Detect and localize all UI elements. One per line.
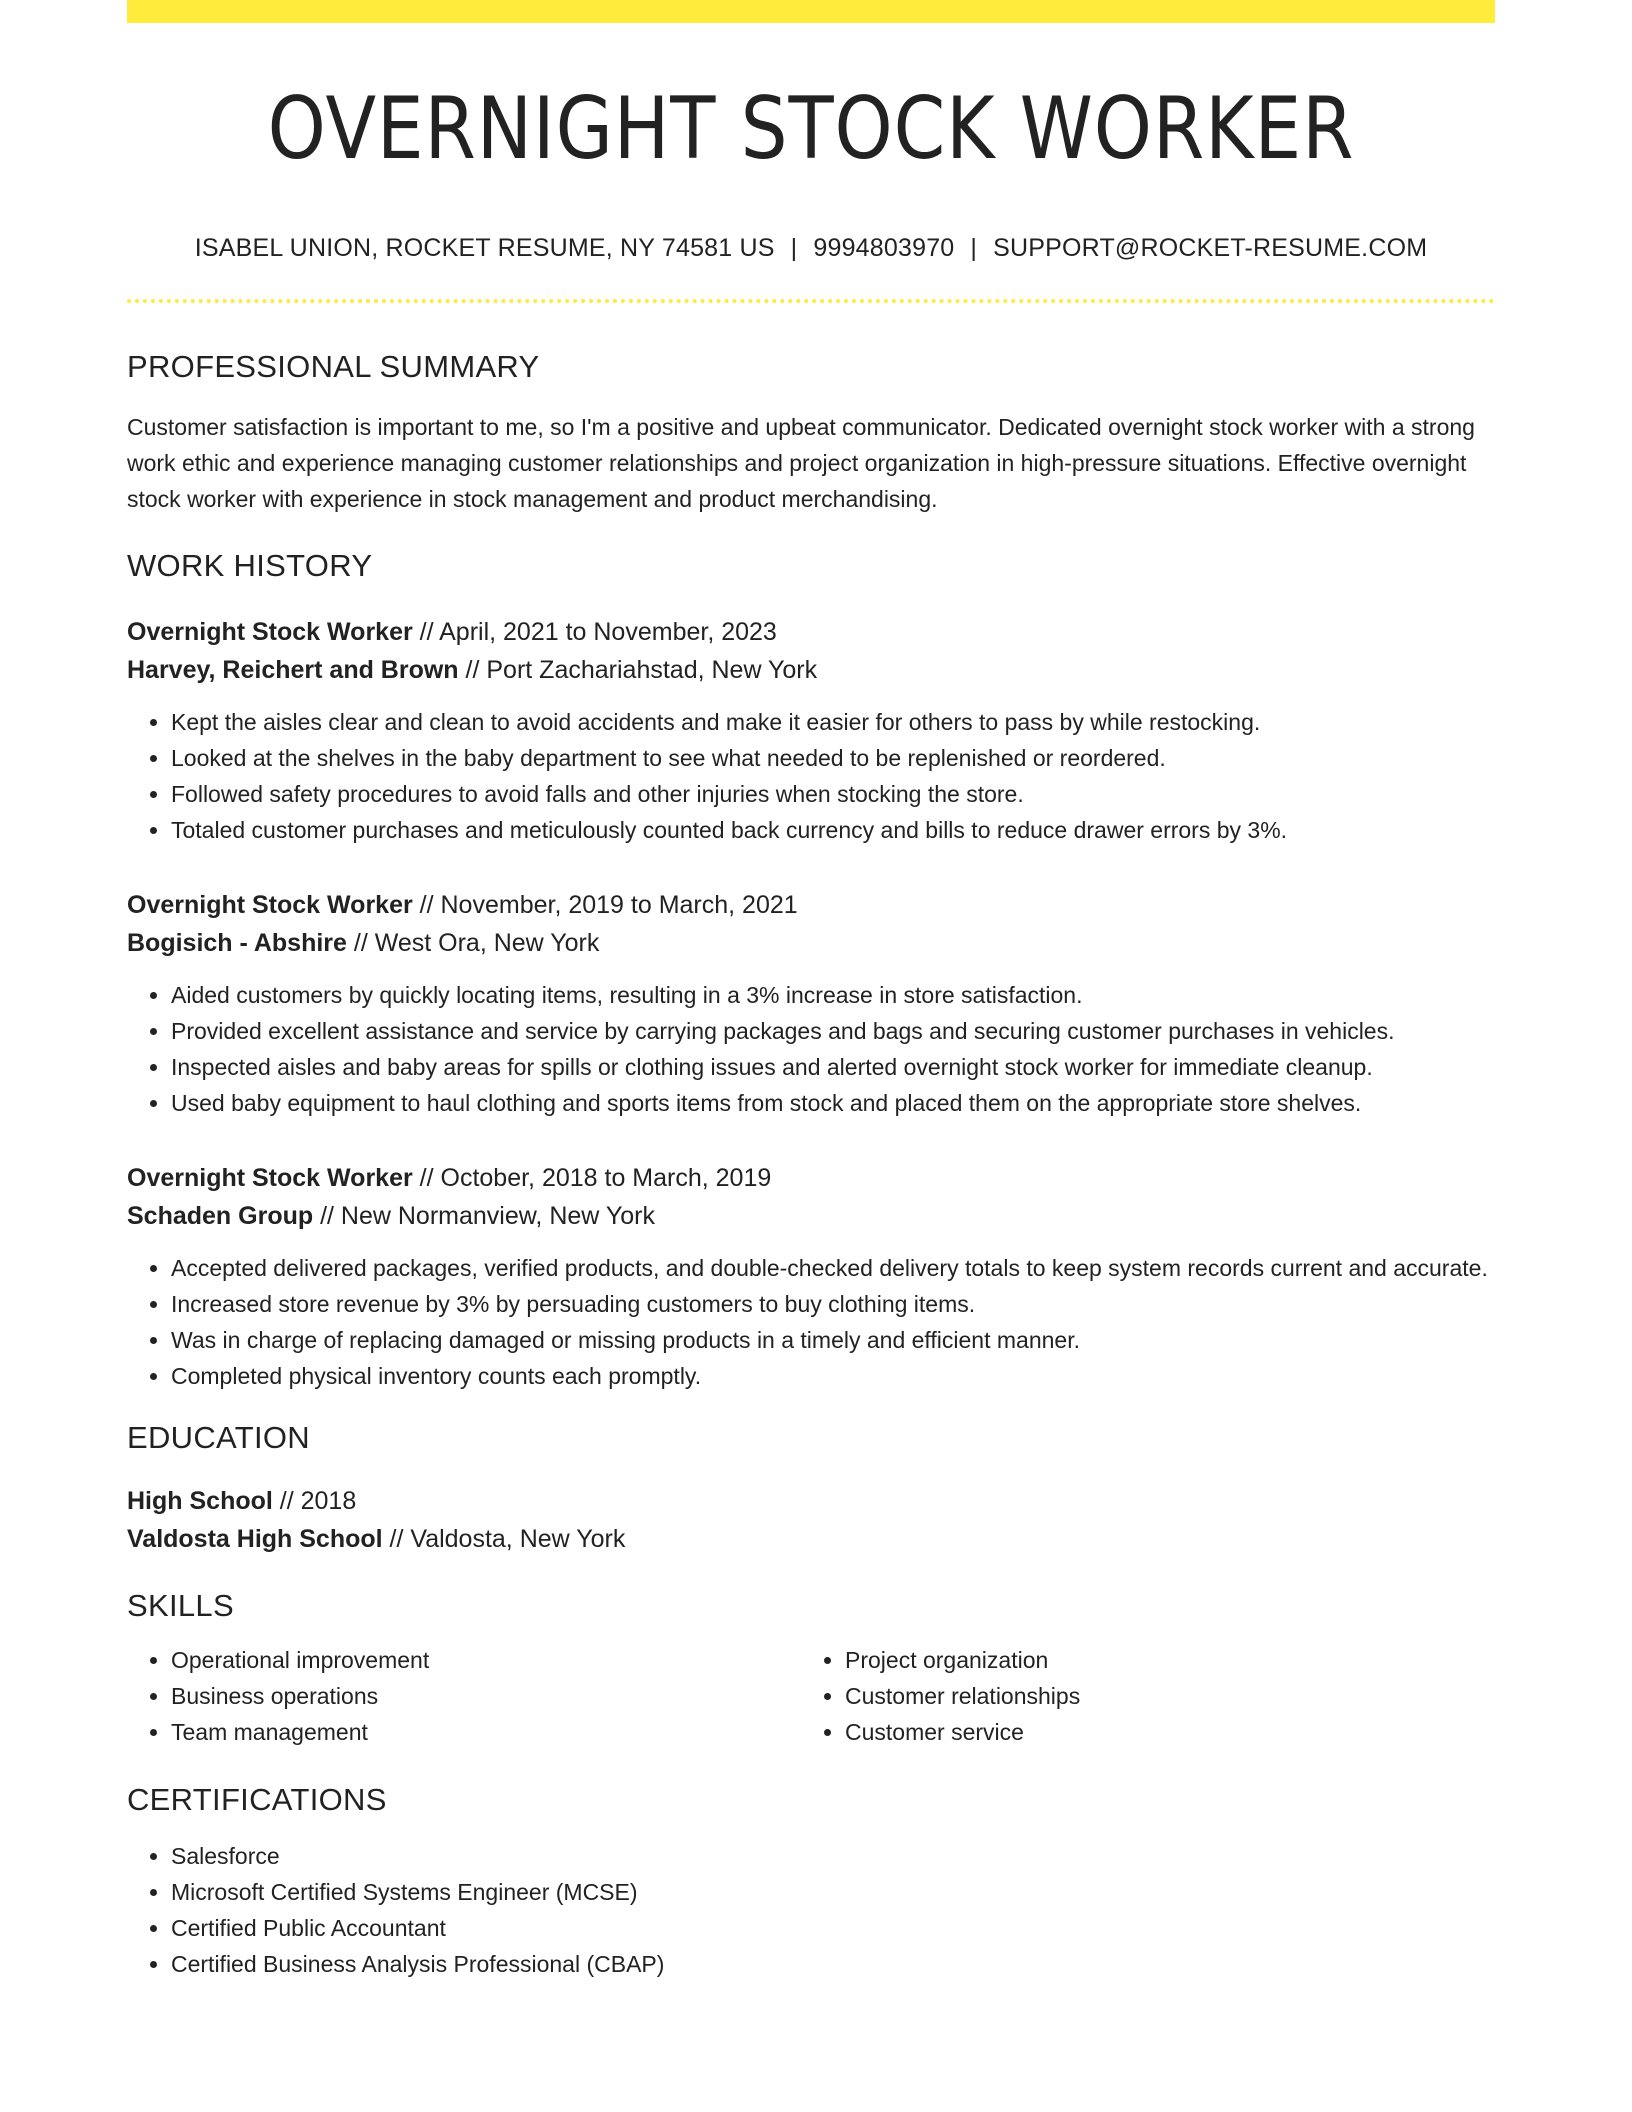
certifications-heading: CERTIFICATIONS: [127, 1782, 387, 1817]
job-location: // Port Zachariahstad, New York: [458, 656, 818, 684]
job-role: Overnight Stock Worker: [127, 891, 413, 919]
job-role-line: [127, 886, 1495, 924]
education-school-line: [127, 1520, 1495, 1558]
skill-item: • Customer relationships: [845, 1678, 1475, 1714]
job-company-line: [127, 1197, 1495, 1235]
job-bullet: • Totaled customer purchases and meticulously counted back currency and bills to reduce drawer errors by 3%.: [171, 812, 1495, 848]
job-bullet: • Completed physical inventory counts each promptly.: [171, 1358, 1495, 1394]
top-accent-bar: [127, 0, 1495, 23]
job-location: // New Normanview, New York: [313, 1202, 655, 1230]
dotted-divider: [127, 299, 1495, 303]
summary-heading: PROFESSIONAL SUMMARY: [127, 349, 540, 384]
job-bullet: • Increased store revenue by 3% by persuading customers to buy clothing items.: [171, 1286, 1495, 1322]
contact-line: [127, 234, 1495, 263]
skills-heading: SKILLS: [127, 1588, 234, 1623]
education-degree-line: [127, 1482, 1495, 1520]
job-entry: [127, 886, 1495, 1121]
resume-page: [127, 0, 1495, 1982]
contact-email: SUPPORT@ROCKET-RESUME.COM: [993, 234, 1428, 262]
job-bullets: [127, 977, 1495, 1121]
job-company-line: [127, 924, 1495, 962]
education-degree: High School: [127, 1487, 273, 1515]
skills-left-column: [127, 1642, 801, 1750]
job-bullet: • Kept the aisles clear and clean to avoid accidents and make it easier for others to pass by while restocking.: [171, 704, 1495, 740]
contact-phone: 9994803970: [813, 234, 955, 262]
skill-item: • Project organization: [845, 1642, 1475, 1678]
contact-separator: |: [790, 234, 798, 262]
job-bullet: • Was in charge of replacing damaged or missing products in a timely and efficient manner.: [171, 1322, 1495, 1358]
certifications-list: [127, 1838, 1495, 1982]
education-school: Valdosta High School: [127, 1525, 383, 1553]
education-heading: EDUCATION: [127, 1420, 310, 1455]
resume-title: OVERNIGHT STOCK WORKER: [267, 79, 1355, 179]
skill-item: • Operational improvement: [171, 1642, 801, 1678]
skill-item: • Customer service: [845, 1714, 1475, 1750]
job-bullet: • Looked at the shelves in the baby department to see what needed to be replenished or reordered.: [171, 740, 1495, 776]
job-bullet: • Aided customers by quickly locating items, resulting in a 3% increase in store satisfaction.: [171, 977, 1495, 1013]
contact-separator: |: [970, 234, 978, 262]
job-company: Schaden Group: [127, 1202, 314, 1230]
job-bullets: [127, 704, 1495, 848]
job-role: Overnight Stock Worker: [127, 618, 413, 646]
job-role-line: [127, 1159, 1495, 1197]
education-entry: [127, 1482, 1495, 1558]
job-entry: [127, 1159, 1495, 1394]
job-location: // West Ora, New York: [346, 929, 600, 957]
job-company: Harvey, Reichert and Brown: [127, 656, 459, 684]
job-role: Overnight Stock Worker: [127, 1164, 413, 1192]
skills-grid: [127, 1642, 1495, 1750]
job-dates: // November, 2019 to March, 2021: [412, 891, 798, 919]
work-history-heading: WORK HISTORY: [127, 548, 373, 583]
job-bullet: • Used baby equipment to haul clothing and sports items from stock and placed them on the appropriate store shelves.: [171, 1085, 1495, 1121]
contact-address: ISABEL UNION, ROCKET RESUME, NY 74581 US: [194, 234, 775, 262]
job-bullets: [127, 1250, 1495, 1394]
job-company-line: [127, 651, 1495, 689]
job-dates: // October, 2018 to March, 2019: [412, 1164, 772, 1192]
job-bullet: • Followed safety procedures to avoid falls and other injuries when stocking the store.: [171, 776, 1495, 812]
job-entry: [127, 613, 1495, 848]
skills-right-column: [801, 1642, 1475, 1750]
job-bullet: • Inspected aisles and baby areas for spills or clothing issues and alerted overnight stock worker for immediate cleanup.: [171, 1049, 1495, 1085]
job-bullet: • Accepted delivered packages, verified products, and double-checked delivery totals to keep system records current and accurate.: [171, 1250, 1495, 1286]
certification-item: • Salesforce: [171, 1838, 1495, 1874]
job-dates: // April, 2021 to November, 2023: [412, 618, 777, 646]
certification-item: • Certified Business Analysis Professional (CBAP): [171, 1946, 1495, 1982]
certification-item: • Certified Public Accountant: [171, 1910, 1495, 1946]
education-location: // Valdosta, New York: [382, 1525, 626, 1553]
summary-text: Customer satisfaction is important to me, so I'm a positive and upbeat communicator. Dedicated overnight stock worker with a strong work ethic and experience managing customer relationships and project organization in high-pressure situations. Effective overnight stock worker with experience in stock management and product merchandising.: [127, 414, 1475, 512]
education-year: // 2018: [272, 1487, 357, 1515]
job-role-line: [127, 613, 1495, 651]
job-bullet: • Provided excellent assistance and service by carrying packages and bags and securing customer purchases in vehicles.: [171, 1013, 1495, 1049]
skill-item: • Team management: [171, 1714, 801, 1750]
certification-item: • Microsoft Certified Systems Engineer (MCSE): [171, 1874, 1495, 1910]
job-company: Bogisich - Abshire: [127, 929, 347, 957]
skill-item: • Business operations: [171, 1678, 801, 1714]
